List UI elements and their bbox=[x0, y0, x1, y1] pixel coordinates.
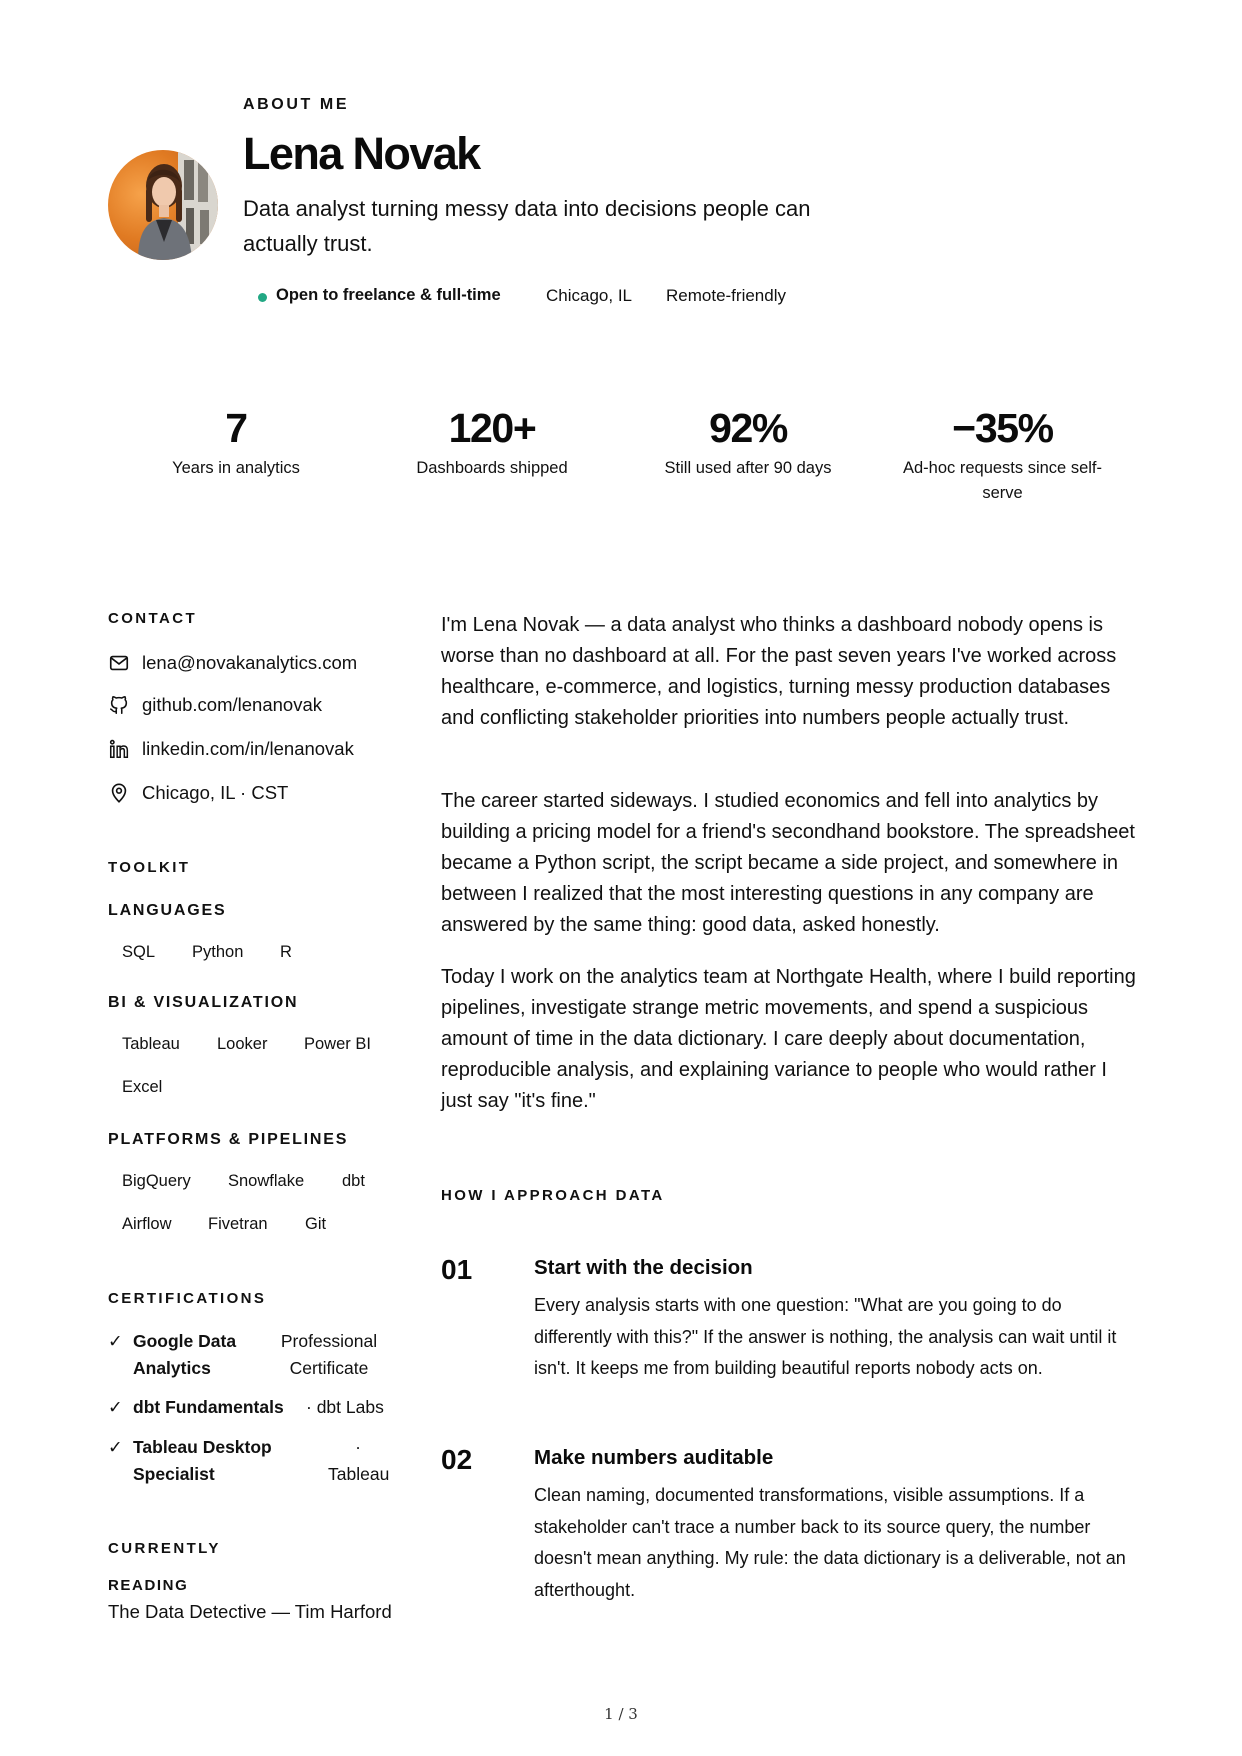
stat-card bbox=[628, 400, 868, 481]
reading-label: READING bbox=[108, 1577, 189, 1594]
skill-chip: Power BI bbox=[304, 1035, 371, 1053]
bio-paragraph: Today I work on the analytics team at Northgate Health, where I build reporting pipelines, investigate strange metric movements, and spend a suspicious amount of time in the data dictionary. I care deeply about documentation, reproducible analysis, and explaining variance to people who would rather I just say "it's fine." bbox=[441, 966, 1136, 1112]
location-text: Chicago, IL bbox=[546, 286, 632, 305]
step-number: 02 bbox=[441, 1444, 473, 1475]
contact-text: Chicago, IL · CST bbox=[142, 782, 289, 803]
portrait-photo bbox=[108, 150, 218, 260]
skill-chip: Git bbox=[305, 1215, 327, 1233]
contact-text: github.com/lenanovak bbox=[142, 694, 322, 715]
certifications-heading: CERTIFICATIONS bbox=[108, 1290, 267, 1307]
toolkit-group-title: BI & VISUALIZATION bbox=[108, 994, 299, 1011]
linkedin-icon bbox=[108, 738, 130, 760]
work-mode-text: Remote-friendly bbox=[666, 286, 786, 305]
github-icon bbox=[108, 694, 130, 716]
skill-chip: Fivetran bbox=[208, 1215, 268, 1233]
page-number: 1 / 3 bbox=[604, 1705, 638, 1723]
mail-icon bbox=[108, 652, 130, 674]
stat-value: 120+ bbox=[448, 405, 536, 451]
bio-paragraph: The career started sideways. I studied economics and fell into analytics by building a pricing model for a friend's secondhand bookstore. The spreadsheet became a Python script, the script became a side project, and somewhere in between I realized that the most interesting questions in any company are answered by the same thing: good data, asked honestly. bbox=[441, 790, 1135, 936]
toolkit-group-title: LANGUAGES bbox=[108, 902, 227, 919]
current-reading: The Data Detective — Tim Harford bbox=[108, 1601, 392, 1622]
skill-chip: R bbox=[280, 943, 292, 961]
check-icon: ✓ bbox=[108, 1331, 123, 1351]
contact-text: linkedin.com/in/lenanovak bbox=[142, 738, 354, 759]
step-title: Make numbers auditable bbox=[534, 1446, 774, 1469]
stat-label: Still used after 90 days bbox=[664, 459, 832, 477]
status-dot-icon bbox=[258, 293, 267, 302]
stat-label: Years in analytics bbox=[172, 459, 300, 477]
stat-card bbox=[885, 400, 1120, 506]
stat-value: 7 bbox=[225, 405, 247, 451]
certification-item bbox=[108, 1394, 408, 1421]
stat-label: Dashboards shipped bbox=[416, 459, 568, 477]
step-body: Every analysis starts with one question: "What are you going to do differently with this?" If the answer is nothing, the analysis can wait until it isn't. It keeps me from building beautiful reports nobody acts on. bbox=[534, 1295, 1117, 1378]
section-eyebrow: ABOUT ME bbox=[243, 96, 350, 113]
currently-heading: CURRENTLY bbox=[108, 1540, 221, 1557]
certification-name: Google Data Analytics bbox=[133, 1331, 237, 1378]
skill-chip: BigQuery bbox=[122, 1172, 191, 1190]
location-pin-icon bbox=[108, 782, 130, 804]
stat-card bbox=[116, 400, 356, 481]
check-icon: ✓ bbox=[108, 1397, 123, 1417]
skill-chip: Airflow bbox=[122, 1215, 172, 1233]
availability-status: Open to freelance & full-time bbox=[276, 286, 501, 304]
step-number: 01 bbox=[441, 1254, 473, 1285]
skill-chip: Looker bbox=[217, 1035, 268, 1053]
certification-item bbox=[108, 1434, 408, 1488]
tagline: Data analyst turning messy data into decisions people can actually trust. bbox=[243, 196, 811, 256]
skill-chip: dbt bbox=[342, 1172, 365, 1190]
skill-chip: Tableau bbox=[122, 1035, 180, 1053]
step-title: Start with the decision bbox=[534, 1256, 753, 1279]
contact-text: lena@novakanalytics.com bbox=[142, 652, 358, 673]
stat-label: Ad-hoc requests since self-serve bbox=[902, 459, 1102, 502]
bio-paragraph: I'm Lena Novak — a data analyst who thinks a dashboard nobody opens is worse than no dashboard at all. For the past seven years I've worked across healthcare, e-commerce, and logistics, turning messy production databases and conflicting stakeholder priorities into numbers people actually trust. bbox=[441, 614, 1117, 729]
contact-heading: CONTACT bbox=[108, 610, 198, 627]
certification-issuer: · Tableau bbox=[328, 1437, 390, 1484]
stat-card bbox=[372, 400, 612, 481]
certification-name: dbt Fundamentals bbox=[133, 1397, 284, 1417]
skill-chip: Snowflake bbox=[228, 1172, 305, 1190]
certification-issuer: Professional Certificate bbox=[280, 1331, 378, 1378]
avatar bbox=[108, 150, 218, 260]
check-icon: ✓ bbox=[108, 1437, 123, 1457]
toolkit-heading: TOOLKIT bbox=[108, 859, 191, 876]
certification-item bbox=[108, 1328, 408, 1382]
step-body: Clean naming, documented transformations, visible assumptions. If a stakeholder can't trace a number back to its source query, the number doesn't mean anything. My rule: the data dictionary is a deliverable, not an afterthought. bbox=[534, 1485, 1126, 1600]
certification-name: Tableau Desktop Specialist bbox=[133, 1437, 272, 1484]
skill-chip: Excel bbox=[122, 1078, 163, 1096]
page-title: Lena Novak bbox=[243, 128, 480, 179]
stat-value: −35% bbox=[952, 405, 1053, 451]
certification-issuer: · dbt Labs bbox=[306, 1397, 384, 1417]
approach-heading: HOW I APPROACH DATA bbox=[441, 1187, 665, 1204]
toolkit-group-title: PLATFORMS & PIPELINES bbox=[108, 1131, 349, 1148]
skill-chip: SQL bbox=[122, 943, 156, 961]
skill-chip: Python bbox=[192, 943, 244, 961]
stat-value: 92% bbox=[709, 405, 787, 451]
